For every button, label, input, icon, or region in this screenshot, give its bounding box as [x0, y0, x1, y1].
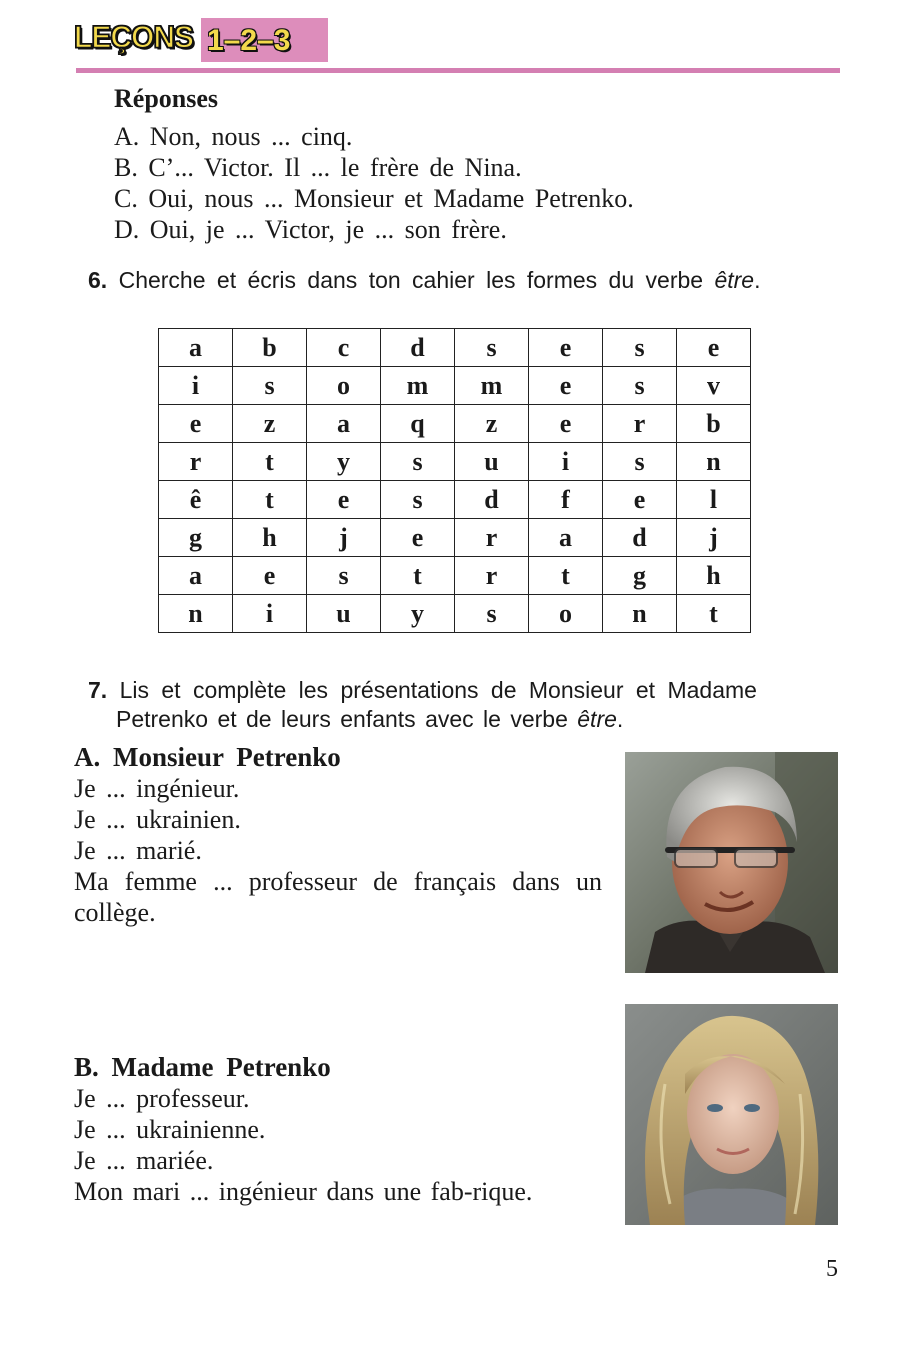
grid-cell: c — [307, 329, 381, 367]
grid-cell: s — [233, 367, 307, 405]
exercise-6-instruction — [88, 266, 840, 295]
grid-cell: j — [307, 519, 381, 557]
grid-cell: i — [529, 443, 603, 481]
section-b-line-1: Je ... professeur. — [74, 1084, 250, 1113]
grid-cell: e — [529, 367, 603, 405]
exercise-7-line2: Petrenko et de leurs enfants avec le verbe — [116, 706, 568, 732]
section-b-paragraph: Mon mari ... ingénieur dans une fab-rique. — [74, 1177, 533, 1206]
section-a-line-1: Je ... ingénieur. — [74, 774, 240, 803]
grid-cell: s — [381, 481, 455, 519]
grid-cell: a — [307, 405, 381, 443]
grid-cell: r — [603, 405, 677, 443]
grid-cell: t — [677, 595, 751, 633]
grid-row — [159, 443, 751, 481]
grid-cell: r — [159, 443, 233, 481]
reponses-title: Réponses — [114, 84, 219, 113]
grid-cell: t — [529, 557, 603, 595]
grid-cell: m — [381, 367, 455, 405]
grid-cell: s — [307, 557, 381, 595]
madame-petrenko-photo — [625, 1004, 838, 1225]
grid-cell: i — [233, 595, 307, 633]
grid-cell: i — [159, 367, 233, 405]
section-a-line-3: Je ... marié. — [74, 836, 202, 865]
grid-cell: e — [159, 405, 233, 443]
section-b-line-3: Je ... mariée. — [74, 1146, 214, 1175]
grid-cell: r — [455, 557, 529, 595]
exercise-7-end: . — [616, 706, 624, 732]
grid-cell: n — [159, 595, 233, 633]
grid-cell: v — [677, 367, 751, 405]
section-a-line-2: Je ... ukrainien. — [74, 805, 241, 834]
grid-cell: r — [455, 519, 529, 557]
grid-cell: n — [677, 443, 751, 481]
grid-cell: e — [233, 557, 307, 595]
exercise-6-end: . — [754, 267, 761, 293]
grid-cell: a — [529, 519, 603, 557]
answer-a: A. Non, nous ... cinq. — [114, 122, 353, 151]
section-a-paragraph: Ma femme ... professeur de français dans un collège. — [74, 867, 602, 927]
exercise-6-number: 6. — [88, 267, 108, 293]
grid-row — [159, 519, 751, 557]
grid-cell: t — [381, 557, 455, 595]
exercise-6-verb: être — [714, 267, 755, 293]
exercise-7-instruction — [88, 676, 840, 734]
grid-row — [159, 557, 751, 595]
grid-cell: s — [381, 443, 455, 481]
grid-row — [159, 367, 751, 405]
grid-cell: y — [307, 443, 381, 481]
answer-d: D. Oui, je ... Victor, je ... son frère. — [114, 215, 507, 244]
exercise-7-number: 7. — [88, 677, 108, 703]
grid-cell: z — [455, 405, 529, 443]
grid-cell: f — [529, 481, 603, 519]
grid-row — [159, 595, 751, 633]
grid-cell: n — [603, 595, 677, 633]
grid-row — [159, 405, 751, 443]
page-number: 5 — [826, 1256, 838, 1282]
section-b-title: B. Madame Petrenko — [74, 1052, 331, 1082]
grid-cell: e — [381, 519, 455, 557]
grid-cell: e — [529, 329, 603, 367]
grid-cell: u — [455, 443, 529, 481]
grid-cell: b — [233, 329, 307, 367]
grid-cell: s — [603, 329, 677, 367]
grid-row — [159, 329, 751, 367]
exercise-6-text: Cherche et écris dans ton cahier les formes du verbe — [118, 267, 704, 293]
grid-cell: a — [159, 329, 233, 367]
grid-cell: e — [603, 481, 677, 519]
grid-cell: e — [529, 405, 603, 443]
grid-cell: s — [603, 443, 677, 481]
grid-cell: e — [677, 329, 751, 367]
grid-cell: d — [603, 519, 677, 557]
section-b-line-2: Je ... ukrainienne. — [74, 1115, 266, 1144]
grid-cell: h — [677, 557, 751, 595]
grid-cell: b — [677, 405, 751, 443]
grid-cell: y — [381, 595, 455, 633]
grid-cell: d — [455, 481, 529, 519]
grid-cell: t — [233, 481, 307, 519]
grid-cell: s — [455, 329, 529, 367]
exercise-7-verb: être — [577, 706, 617, 732]
grid-cell: l — [677, 481, 751, 519]
lessons-label: LEÇONS — [74, 20, 194, 55]
grid-cell: a — [159, 557, 233, 595]
grid-cell: q — [381, 405, 455, 443]
grid-cell: d — [381, 329, 455, 367]
grid-cell: o — [529, 595, 603, 633]
grid-cell: o — [307, 367, 381, 405]
grid-cell: z — [233, 405, 307, 443]
exercise-7-line1: Lis et complète les présentations de Monsieur et Madame — [119, 677, 757, 703]
grid-cell: s — [455, 595, 529, 633]
monsieur-petrenko-photo — [625, 752, 838, 973]
section-a-title: A. Monsieur Petrenko — [74, 742, 341, 772]
grid-cell: u — [307, 595, 381, 633]
lesson-numbers: 1–2–3 — [207, 24, 291, 57]
grid-cell: j — [677, 519, 751, 557]
grid-cell: h — [233, 519, 307, 557]
grid-cell: g — [159, 519, 233, 557]
header-rule — [76, 68, 840, 73]
grid-cell: s — [603, 367, 677, 405]
grid-cell: e — [307, 481, 381, 519]
word-search-grid — [158, 328, 751, 633]
answer-c: C. Oui, nous ... Monsieur et Madame Petrenko. — [114, 184, 634, 213]
grid-cell: m — [455, 367, 529, 405]
grid-cell: ê — [159, 481, 233, 519]
grid-row — [159, 481, 751, 519]
grid-cell: t — [233, 443, 307, 481]
answer-b: B. C’... Victor. Il ... le frère de Nina. — [114, 153, 522, 182]
grid-cell: g — [603, 557, 677, 595]
